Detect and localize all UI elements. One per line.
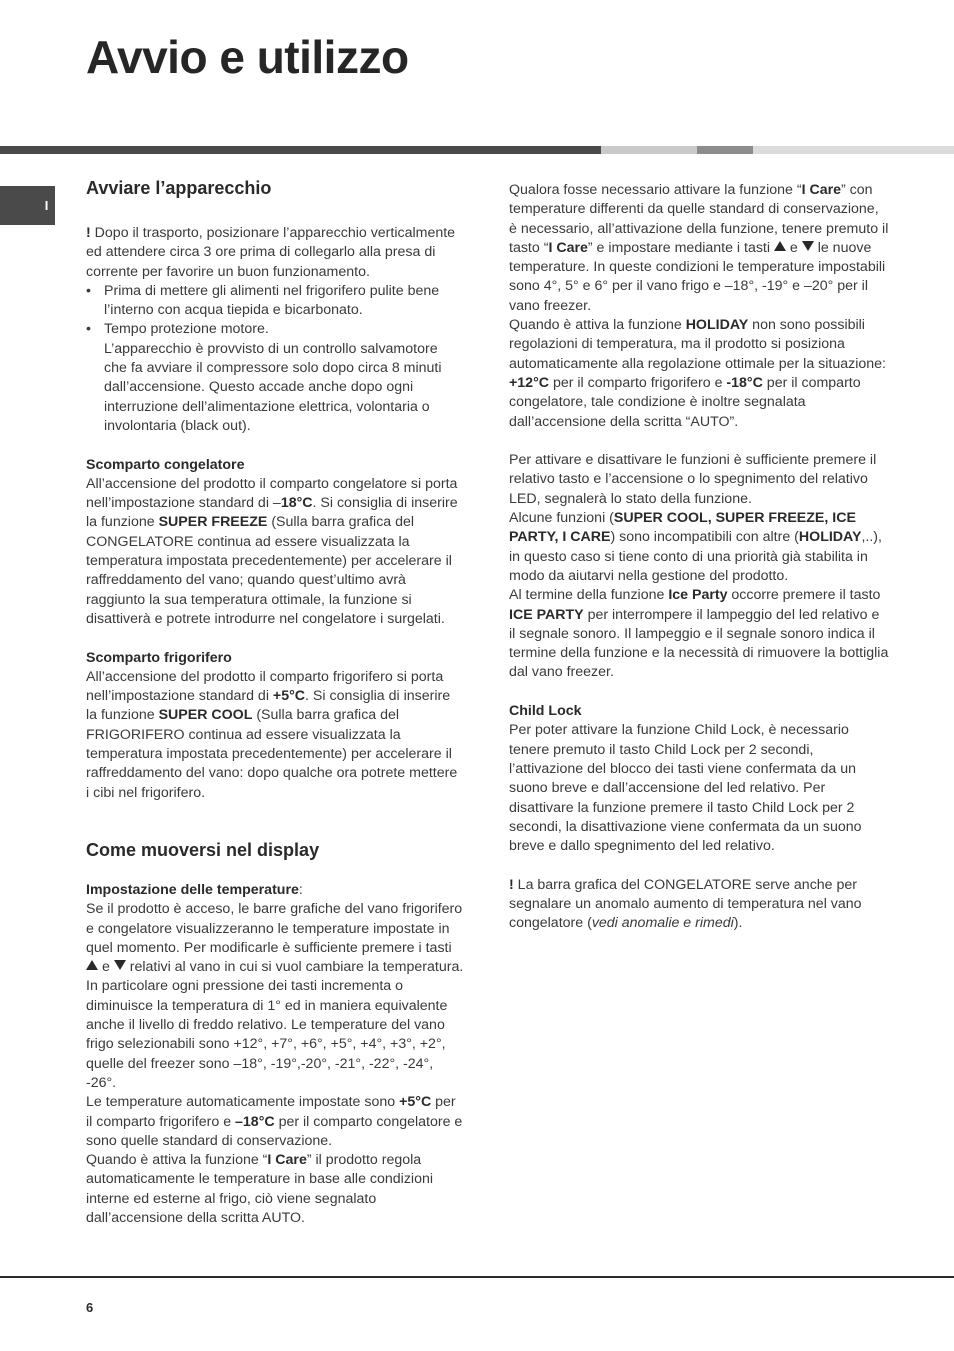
- note-paragraph: ! La barra grafica del CONGELATORE serve anche per segnalare un anomalo aumento di temperatura nel vano congelatore (vedi anomalie e rimedi).: [509, 876, 862, 932]
- list-item: • Prima di mettere gli alimenti nel frigorifero pulite bene l’interno con acqua tiepida e bicarbonato.: [104, 282, 464, 321]
- intro-list: [86, 282, 464, 436]
- freezer-paragraph: All’accensione del prodotto il comparto congelatore si porta nell’impostazione standard di –18°C. Si consiglia di inserire la funzione SUPER FREEZE (Sulla barra grafica del CONGELATORE continua ad essere visualizzata la temperatura impostata precedentemente) per accelerare il raffreddamento del vano; quando quest’ultimo avrà raggiunto la sua temperatura ottimale, la funzione si disattiverà e potrete introdurre nel congelatore i surgelati.: [86, 475, 458, 627]
- ice-party-paragraph: Al termine della funzione Ice Party occorre premere il tasto ICE PARTY per interrompere il lampeggio del led relativo e il segnale sonoro. Il lampeggio e il segnale sonoro indica il termine della funzione e la necessità di rimuovere la bottiglia dal vano freezer.: [509, 587, 889, 681]
- header-band-pale: [753, 146, 954, 154]
- up-arrow-icon: [774, 241, 786, 251]
- header-band-dark: [0, 146, 601, 154]
- left-column-display: [86, 881, 464, 1228]
- freezer-heading: Scomparto congelatore: [86, 456, 245, 473]
- warning-mark: !: [86, 225, 91, 241]
- up-arrow-icon: [86, 960, 98, 970]
- language-tab: [0, 186, 55, 225]
- page-title: Avvio e utilizzo: [86, 31, 409, 83]
- footer-rule: [0, 1276, 954, 1278]
- fridge-heading: Scomparto frigorifero: [86, 649, 232, 666]
- page-number: 6: [86, 1300, 94, 1315]
- child-lock-paragraph: Per poter attivare la funzione Child Lock, è necessario tenere premuto il tasto Child Lock per 2 secondi, l’attivazione del blocco dei tasti viene confermata da un suono breve e dall’accensione del led relativo. Per disattivare la funzione premere il tasto Child Lock per 2 secondi, la disattivazione viene confermata da un suono breve e dallo spegnimento del led relativo.: [509, 722, 862, 855]
- down-arrow-icon: [114, 960, 126, 970]
- header-band-light: [601, 146, 697, 154]
- heading-avviare: Avviare l’apparecchio: [86, 178, 272, 198]
- fridge-paragraph: All’accensione del prodotto il comparto frigorifero si porta nell’impostazione standard di +5°C. Si consiglia di inserire la funzione SUPER COOL (Sulla barra grafica del FRIGORIFERO continua ad essere visualizzata la temperatura impostata precedentemente) per accelerare il raffreddamento del vano: dopo qualche ora potrete mettere i cibi nel frigorifero.: [86, 668, 458, 801]
- right-column: [509, 181, 889, 934]
- child-lock-heading: Child Lock: [509, 703, 582, 720]
- holiday-paragraph: Quando è attiva la funzione HOLIDAY non sono possibili regolazioni di temperatura, ma il prodotto si posiziona automaticamente alla regolazione ottimale per la situazione: +12°C per il comparto frigorifero e -18°C per il comparto congelatore, tale condizione è inoltre segnalata dall’accensione della scritta “AUTO”.: [509, 317, 886, 430]
- temperature-paragraph: Se il prodotto è acceso, le barre grafiche del vano frigorifero e congelatore visualizzeranno le temperature impostate in quel momento. Per modificarle è sufficiente premere i tasti e relativi al vano in cui si vuol cambiare la temperatura. In particolare ogni pressione dei tasti incrementa o diminuisce la temperatura di 1° ed in maniera equivalente anche il livello di freddo relativo. Le temperature del vano frigo selezionabili sono +12°, +7°, +6°, +5°, +4°, +3°, +2°, quelle del freezer sono –18°, -19°,-20°, -21°, -22°, -24°, -26°.: [86, 901, 464, 1091]
- warning-mark: !: [509, 876, 514, 893]
- down-arrow-icon: [802, 241, 814, 251]
- icare-paragraph: Quando è attiva la funzione “I Care” il prodotto regola automaticamente le temperature in base alle condizioni interne ed esterne al frigo, ciò viene segnalato dall’accensione della scritta AUTO.: [86, 1152, 434, 1227]
- header-band-mid: [697, 146, 753, 154]
- auto-temperature-paragraph: Le temperature automaticamente impostate sono +5°C per il comparto frigorifero e –18°C per il comparto congelatore e sono quelle standard di conservazione.: [86, 1094, 463, 1149]
- language-tab-label: I: [44, 198, 49, 213]
- icare-custom-paragraph: Qualora fosse necessario attivare la funzione “I Care” con temperature differenti da quelle standard di conservazione, è necessario, all’attivazione della funzione, tenere premuto il tasto “I Care” e impostare mediante i tasti e le nuove temperature. In queste condizioni le temperature impostabili sono 4°, 5° e 6° per il vano frigo e –18°, -19° e –20° per il vano freezer.: [509, 182, 889, 314]
- list-item: • Tempo protezione motore. L’apparecchio è provvisto di un controllo salvamotore che fa avviare il compressore solo dopo circa 8 minuti dall’accensione. Questo accade anche dopo ogni interruzione dell’alimentazione elettrica, volontaria o involontaria (black out).: [104, 320, 464, 436]
- temperature-heading: Impostazione delle temperature:: [86, 882, 303, 898]
- incompatible-paragraph: Alcune funzioni (SUPER COOL, SUPER FREEZE, ICE PARTY, I CARE) sono incompatibili con altre (HOLIDAY,..), in questo caso si tiene conto di una priorità già stabilita in modo da aiutarvi nella gestione del prodotto.: [509, 510, 882, 584]
- functions-paragraph: Per attivare e disattivare le funzioni è sufficiente premere il relativo tasto e l’accensione o lo spegnimento del relativo LED, segnalerà lo stato della funzione.: [509, 452, 877, 507]
- intro-paragraph: ! Dopo il trasporto, posizionare l’apparecchio verticalmente ed attendere circa 3 ore prima di collegarlo alla presa di corrente per favorire un buon funzionamento.: [86, 225, 456, 280]
- left-column: [86, 224, 464, 803]
- heading-display: Come muoversi nel display: [86, 840, 320, 860]
